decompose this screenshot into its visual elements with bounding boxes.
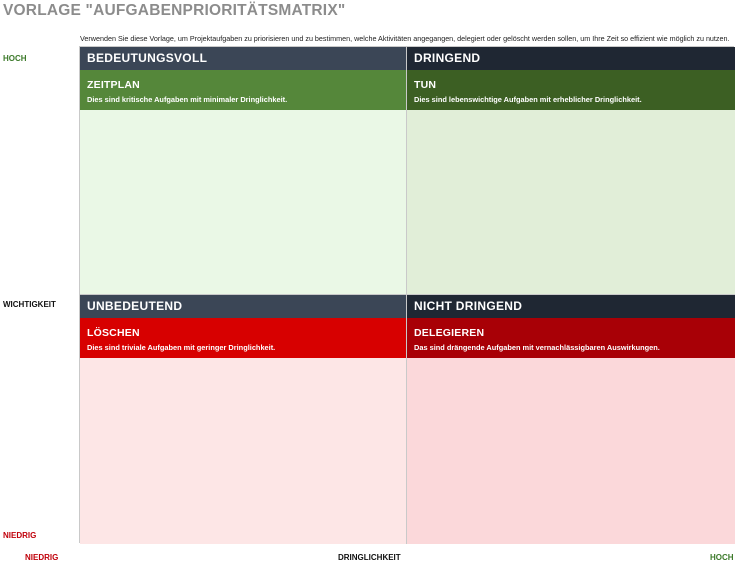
- quadrant-zeitplan: [80, 47, 407, 295]
- intro-text: Verwenden Sie diese Vorlage, um Projektaufgaben zu priorisieren und zu bestimmen, welche Aktivitäten angegangen, delegiert oder gelöscht werden sollen, um Ihre Zeit so effizient wie möglich zu nutzen.: [80, 34, 730, 43]
- action-description: Dies sind kritische Aufgaben mit minimaler Dringlichkeit.: [87, 95, 288, 104]
- importance-axis-label: WICHTIGKEIT: [3, 300, 56, 309]
- task-area[interactable]: [407, 110, 735, 294]
- category-header: NICHT DRINGEND: [407, 295, 735, 318]
- importance-high-label: HOCH: [3, 54, 27, 63]
- action-description: Dies sind triviale Aufgaben mit geringer Dringlichkeit.: [87, 343, 276, 352]
- category-header: DRINGEND: [407, 47, 735, 70]
- quadrant-tun: [407, 47, 735, 295]
- task-area[interactable]: [80, 110, 406, 294]
- urgency-low-label: NIEDRIG: [25, 553, 59, 562]
- task-area[interactable]: [407, 358, 735, 544]
- quadrant-loeschen: [80, 295, 407, 544]
- category-header: UNBEDEUTEND: [80, 295, 406, 318]
- action-name: TUN: [414, 79, 437, 91]
- action-header: [80, 318, 406, 358]
- page-title: VORLAGE "AUFGABENPRIORITÄTSMATRIX": [3, 2, 346, 19]
- priority-matrix: [79, 46, 734, 543]
- importance-low-label: NIEDRIG: [3, 531, 37, 540]
- action-header: [80, 70, 406, 110]
- action-description: Dies sind lebenswichtige Aufgaben mit erheblicher Dringlichkeit.: [414, 95, 642, 104]
- action-name: LÖSCHEN: [87, 327, 140, 339]
- category-header: BEDEUTUNGSVOLL: [80, 47, 406, 70]
- urgency-high-label: HOCH: [710, 553, 734, 562]
- quadrant-delegieren: [407, 295, 735, 544]
- action-header: [407, 70, 735, 110]
- task-area[interactable]: [80, 358, 406, 544]
- action-name: DELEGIEREN: [414, 327, 485, 339]
- action-description: Das sind drängende Aufgaben mit vernachlässigbaren Auswirkungen.: [414, 343, 660, 352]
- action-name: ZEITPLAN: [87, 79, 140, 91]
- urgency-axis-label: DRINGLICHKEIT: [338, 553, 401, 562]
- action-header: [407, 318, 735, 358]
